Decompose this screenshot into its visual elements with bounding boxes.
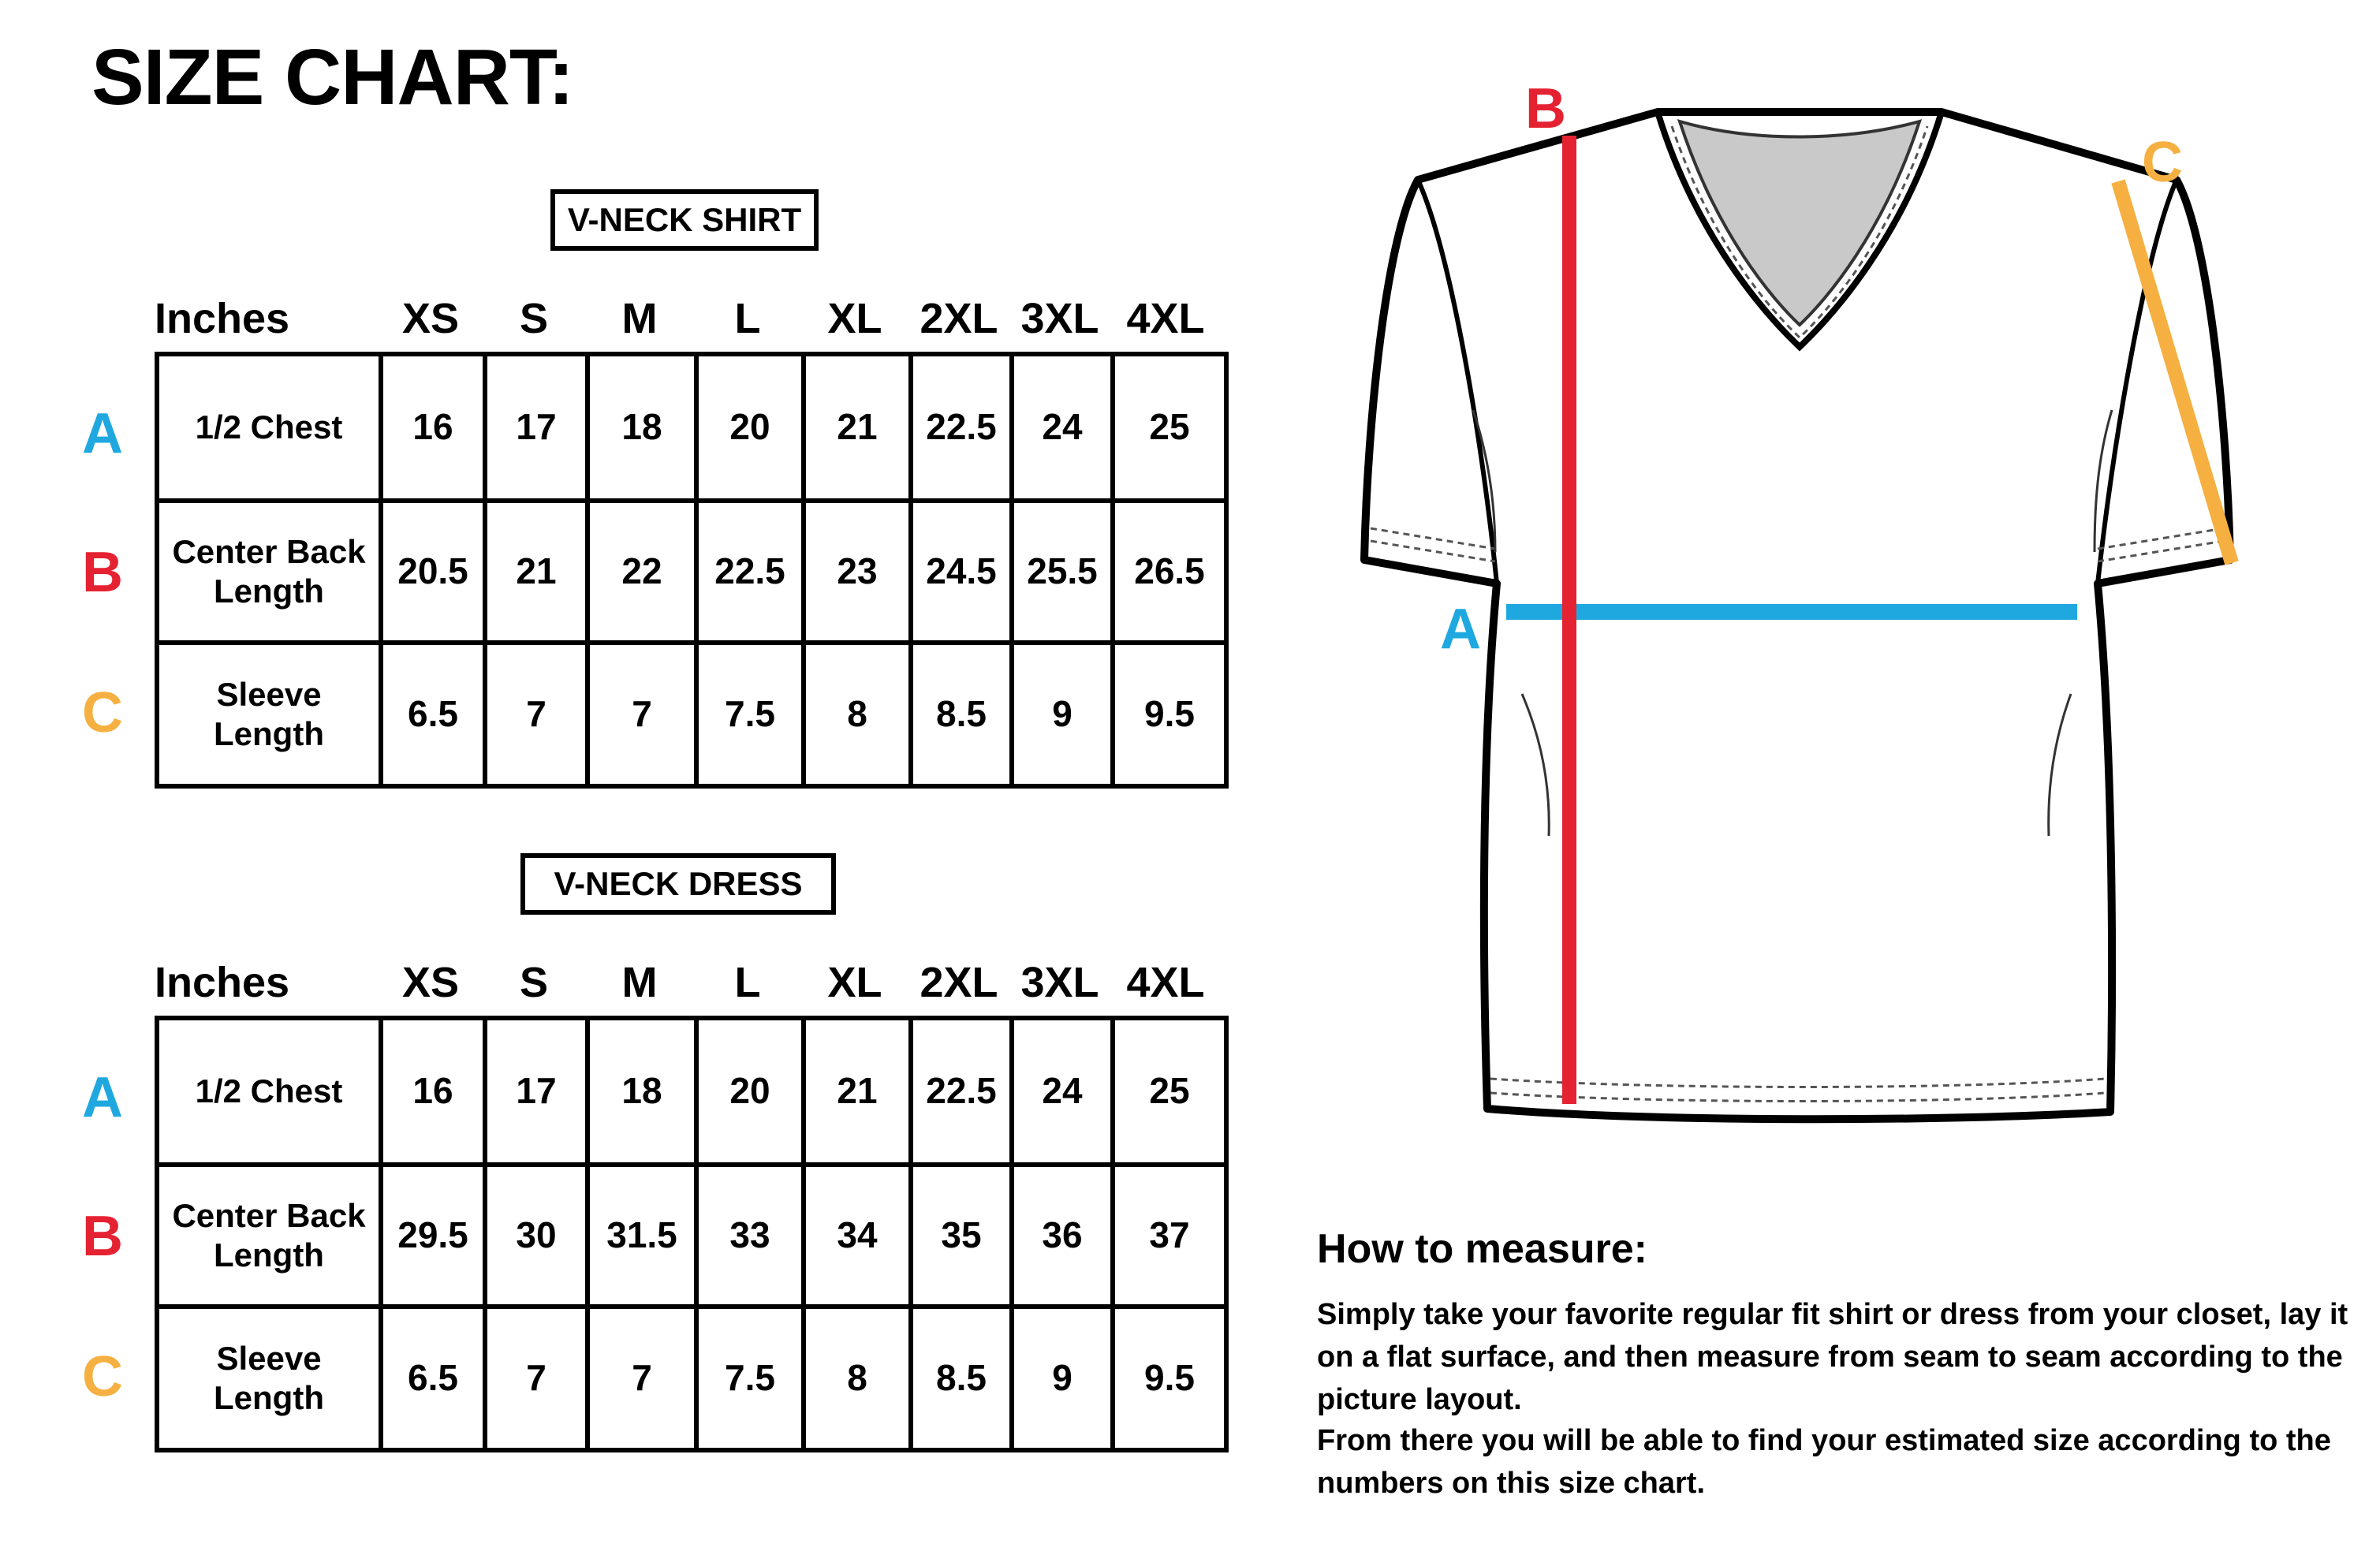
table-cell: 37 <box>1149 1214 1190 1256</box>
table-cell: 9.5 <box>1144 693 1195 735</box>
table-cell: 20 <box>729 406 770 448</box>
table-cell: 9.5 <box>1144 1357 1195 1399</box>
table-cell: 21 <box>516 550 557 592</box>
size-header: 4XL <box>1126 295 1205 342</box>
size-header: 2XL <box>920 959 998 1006</box>
table-cell: 22 <box>621 550 662 592</box>
table-cell: 8 <box>847 1357 867 1399</box>
table-cell: 7 <box>632 1357 652 1399</box>
shirt-diagram <box>1356 79 2255 1151</box>
table-cell: 30 <box>516 1214 557 1256</box>
table-cell: 21 <box>837 1070 878 1112</box>
how-to-paragraph-2: From there you will be able to find your estimated size according to the numbers on this size chart. <box>1317 1424 2331 1500</box>
size-header: M <box>621 959 658 1006</box>
table-cell: 29.5 <box>397 1214 468 1256</box>
t-shirt-icon <box>1356 79 2255 1151</box>
size-header: XS <box>401 959 460 1006</box>
size-header: S <box>519 959 549 1006</box>
table-cell: 24.5 <box>926 550 997 592</box>
size-header: L <box>734 959 761 1006</box>
table-cell: 23 <box>837 550 878 592</box>
table-cell: 22.5 <box>926 1070 997 1112</box>
units-label: Inches <box>155 295 290 342</box>
table-cell: 21 <box>837 406 878 448</box>
table-cell: 6.5 <box>408 693 458 735</box>
table-cell: 8.5 <box>936 693 987 735</box>
table-cell: 36 <box>1042 1214 1083 1256</box>
table-cell: 9 <box>1052 1357 1072 1399</box>
table-cell: 16 <box>412 1070 453 1112</box>
table-cell: 8.5 <box>936 1357 987 1399</box>
row-key-b: B <box>82 1205 123 1268</box>
dress-table-title: V-NECK DRESS <box>520 853 836 915</box>
table-cell: 16 <box>412 406 453 448</box>
table-cell: 31.5 <box>606 1214 677 1256</box>
size-header: L <box>734 295 761 342</box>
size-header: XS <box>401 295 460 342</box>
row-key-c: C <box>82 681 123 744</box>
row-label-sleeve-length: Sleeve Length <box>214 675 324 752</box>
table-cell: 17 <box>516 1070 557 1112</box>
table-cell: 7 <box>526 1357 547 1399</box>
dress-size-table <box>155 1016 1229 1452</box>
row-label-back-length: Center Back Length <box>172 1196 366 1273</box>
table-cell: 22.5 <box>926 406 997 448</box>
size-header: S <box>519 295 549 342</box>
shirt-table-title: V-NECK SHIRT <box>550 189 819 251</box>
table-cell: 17 <box>516 406 557 448</box>
table-cell: 7.5 <box>725 693 775 735</box>
table-cell: 22.5 <box>714 550 785 592</box>
how-to-heading: How to measure: <box>1317 1226 1647 1272</box>
row-label-sleeve-length: Sleeve Length <box>214 1339 324 1416</box>
table-cell: 6.5 <box>408 1357 458 1399</box>
table-cell: 24 <box>1042 1070 1083 1112</box>
page-title: SIZE CHART: <box>91 33 574 121</box>
size-header: XL <box>827 295 882 342</box>
row-label-back-length: Center Back Length <box>172 532 366 610</box>
table-cell: 26.5 <box>1134 550 1205 592</box>
table-cell: 18 <box>621 1070 662 1112</box>
size-header: 3XL <box>1020 295 1099 342</box>
size-header: M <box>621 295 658 342</box>
row-key-a: A <box>82 1066 123 1129</box>
table-cell: 7 <box>526 693 547 735</box>
table-cell: 9 <box>1052 693 1072 735</box>
shirt-size-table <box>155 352 1229 789</box>
size-header: 3XL <box>1020 959 1099 1006</box>
table-cell: 8 <box>847 693 867 735</box>
row-key-a: A <box>82 402 123 465</box>
table-cell: 24 <box>1042 406 1083 448</box>
size-header: 2XL <box>920 295 998 342</box>
row-label-chest: 1/2 Chest <box>195 408 343 446</box>
table-cell: 18 <box>621 406 662 448</box>
how-to-paragraph-1: Simply take your favorite regular fit shirt or dress from your closet, lay it on a flat surface, and then measure from seam to seam according to the picture layout. <box>1317 1298 2348 1416</box>
row-label-chest: 1/2 Chest <box>195 1072 343 1109</box>
table-cell: 25 <box>1149 1070 1190 1112</box>
table-cell: 33 <box>729 1214 770 1256</box>
row-key-c: C <box>82 1345 123 1408</box>
table-cell: 35 <box>941 1214 982 1256</box>
table-cell: 7 <box>632 693 652 735</box>
size-header: 4XL <box>1126 959 1205 1006</box>
table-cell: 25 <box>1149 406 1190 448</box>
table-cell: 34 <box>837 1214 878 1256</box>
table-cell: 7.5 <box>725 1357 775 1399</box>
units-label: Inches <box>155 959 290 1006</box>
table-cell: 25.5 <box>1027 550 1098 592</box>
diagram-label-b: B <box>1525 77 1566 140</box>
diagram-label-a: A <box>1440 598 1481 661</box>
size-header: XL <box>827 959 882 1006</box>
row-key-b: B <box>82 541 123 604</box>
table-cell: 20.5 <box>397 550 468 592</box>
table-cell: 20 <box>729 1070 770 1112</box>
diagram-label-c: C <box>2142 131 2183 194</box>
